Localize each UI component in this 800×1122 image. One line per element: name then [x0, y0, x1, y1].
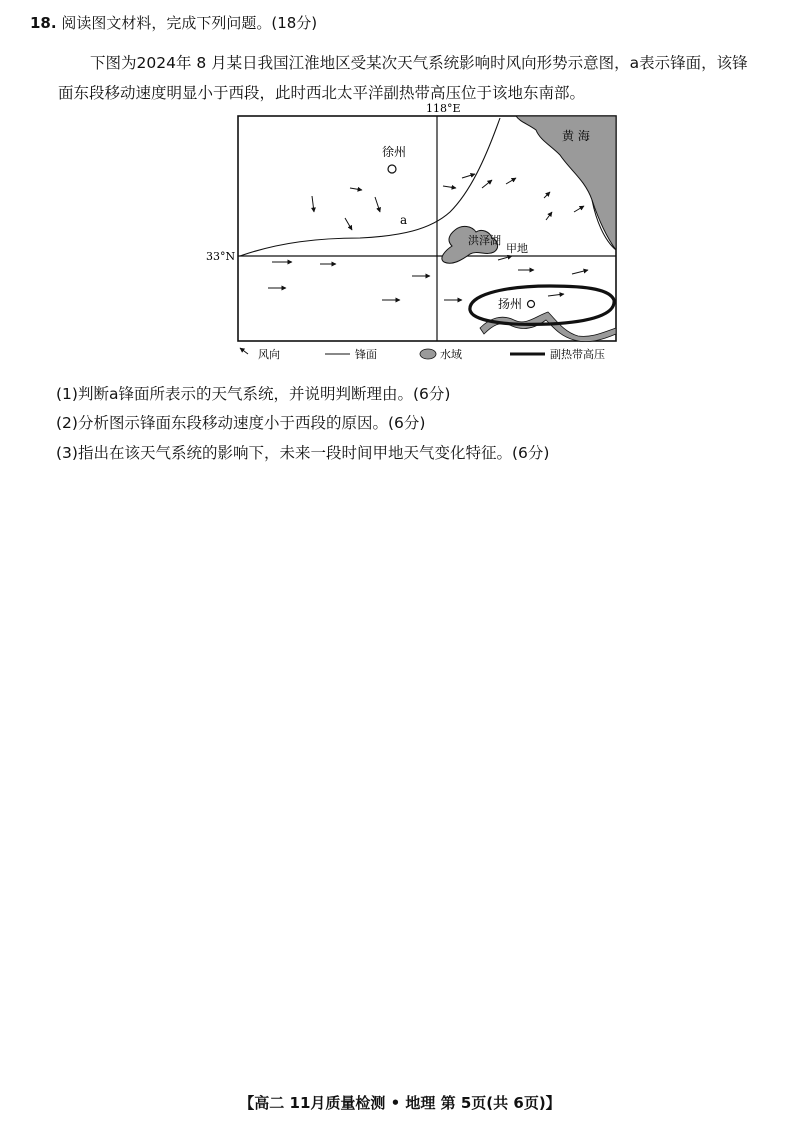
legend-high: 副热带高压 — [550, 348, 605, 361]
lake-label: 洪泽湖 — [468, 234, 501, 247]
latitude-label: 33°N — [206, 250, 236, 263]
page-footer: 【高二 11月质量检测 • 地理 第 5页(共 6页)】 — [239, 1094, 561, 1112]
subquestion-2: (2)分析图示锋面东段移动速度小于西段的原因。(6分) — [56, 414, 426, 432]
legend-water: 水域 — [440, 348, 462, 361]
city-yangzhou-label: 扬州 — [498, 297, 523, 311]
city-xuzhou-marker — [388, 165, 396, 173]
intro-line-2: 面东段移动速度明显小于西段，此时西北太平洋副热带高压位于该地东南部。 — [58, 84, 586, 102]
city-yangzhou-marker — [528, 301, 535, 308]
legend-wind: 风向 — [258, 348, 280, 361]
longitude-label: 118°E — [426, 102, 461, 115]
intro-text — [58, 48, 770, 108]
intro-line-1: 下图为2024年 8 月某日我国江淮地区受某次天气系统影响时风向形势示意图，a表示锋面，该锋 — [90, 54, 748, 72]
map-legend — [240, 347, 605, 361]
question-number: 18. — [30, 14, 57, 32]
front-a-label: a — [400, 213, 408, 227]
weather-map — [200, 100, 620, 370]
city-xuzhou-label: 徐州 — [382, 145, 407, 159]
subquestion-1: (1)判断a锋面所表示的天气系统，并说明判断理由。(6分) — [56, 385, 451, 403]
sea-label: 黄 海 — [562, 129, 590, 143]
question-header — [30, 12, 317, 33]
subquestion-3: (3)指出在该天气系统的影响下，未来一段时间甲地天气变化特征。(6分) — [56, 444, 550, 462]
legend-front: 锋面 — [355, 348, 377, 361]
question-title: 阅读图文材料，完成下列问题。(18分) — [61, 14, 318, 32]
point-jia-label: 甲地 — [506, 242, 528, 255]
